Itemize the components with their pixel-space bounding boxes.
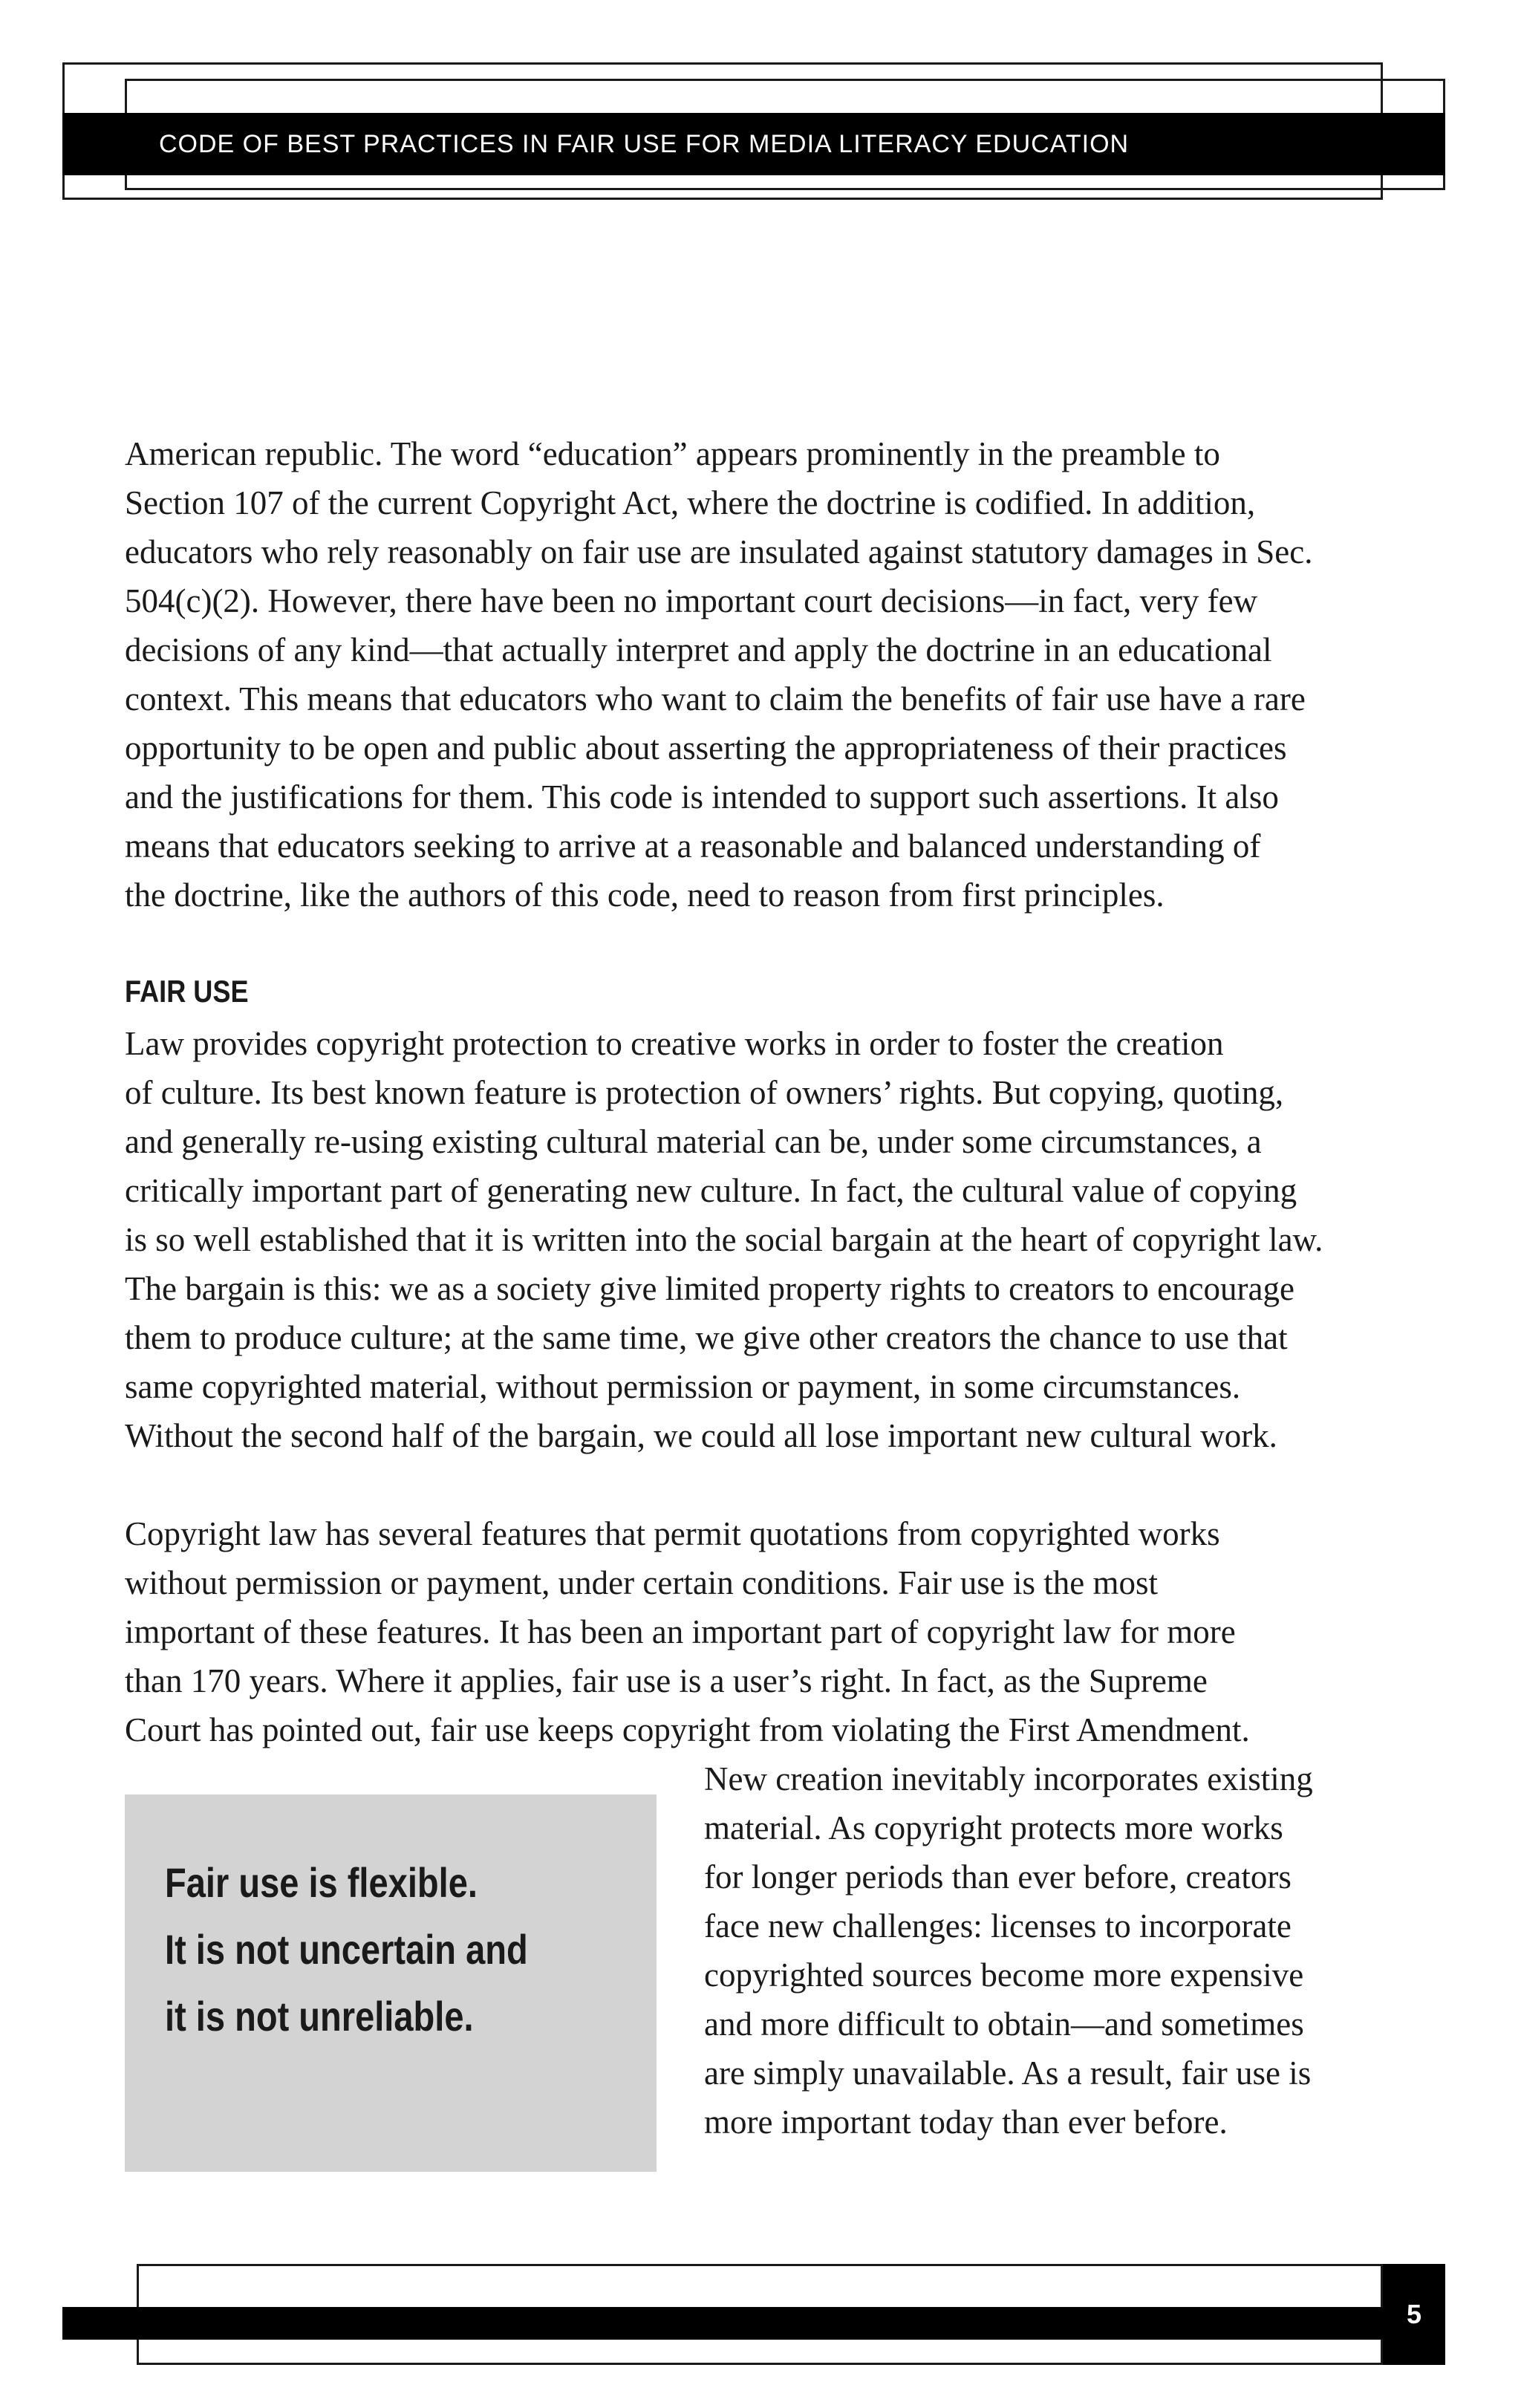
text-line: American republic. The word “education” appears prominently in the preamble to [125,435,1220,472]
text-line: face new challenges: licenses to incorporate [704,1907,1292,1945]
pull-quote-line: it is not unreliable. [165,1993,474,2040]
text-line: and the justifications for them. This code is intended to support such assertions. It also [125,778,1279,816]
pull-quote-text [165,1849,602,2050]
text-line: are simply unavailable. As a result, fair use is [704,2054,1312,2092]
text-line: same copyrighted material, without permission or payment, in some circumstances. [125,1368,1241,1405]
section-heading-fair-use: FAIR USE [125,974,249,1009]
pull-quote-line: Fair use is flexible. [165,1859,478,1906]
body-paragraph-1 [125,429,1402,920]
text-line: 504(c)(2). However, there have been no important court decisions—in fact, very few [125,582,1258,619]
text-line: important of these features. It has been an important part of copyright law for more [125,1613,1236,1650]
text-line: educators who rely reasonably on fair use are insulated against statutory damages in Sec. [125,533,1313,570]
text-line: more important today than ever before. [704,2103,1228,2141]
text-line: New creation inevitably incorporates existing [704,1760,1313,1797]
body-paragraph-2 [125,1019,1402,1460]
body-paragraph-3 [125,1509,1402,1754]
running-header-title: CODE OF BEST PRACTICES IN FAIR USE FOR MEDIA LITERACY EDUCATION [159,130,1130,158]
text-line: Without the second half of the bargain, we could all lose important new cultural work. [125,1417,1277,1454]
text-line: them to produce culture; at the same time, we give other creators the chance to use that [125,1319,1288,1356]
text-line: Court has pointed out, fair use keeps copyright from violating the First Amendment. [125,1711,1250,1748]
text-line: decisions of any kind—that actually interpret and apply the doctrine in an educational [125,631,1272,668]
text-line: means that educators seeking to arrive at a reasonable and balanced understanding of [125,827,1261,865]
text-line: and generally re-using existing cultural material can be, under some circumstances, a [125,1123,1262,1160]
text-line: copyrighted sources become more expensive [704,1956,1304,1994]
text-line: of culture. Its best known feature is protection of owners’ rights. But copying, quoting, [125,1074,1284,1111]
text-line: critically important part of generating new culture. In fact, the cultural value of copying [125,1172,1297,1209]
footer-bar [62,2307,1383,2340]
text-line: and more difficult to obtain—and sometimes [704,2005,1304,2043]
text-line: material. As copyright protects more works [704,1809,1283,1846]
text-line: Copyright law has several features that permit quotations from copyrighted works [125,1515,1220,1552]
text-line: for longer periods than ever before, creators [704,1858,1292,1896]
text-line: than 170 years. Where it applies, fair use is a user’s right. In fact, as the Supreme [125,1662,1208,1699]
text-line: opportunity to be open and public about asserting the appropriateness of their practices [125,729,1287,767]
text-line: context. This means that educators who want to claim the benefits of fair use have a rare [125,680,1306,717]
text-line: Law provides copyright protection to creative works in order to foster the creation [125,1025,1224,1062]
page-number: 5 [1406,2299,1422,2329]
text-line: the doctrine, like the authors of this code, need to reason from first principles. [125,876,1165,914]
text-line: is so well established that it is written into the social bargain at the heart of copyright law. [125,1221,1323,1258]
text-line: without permission or payment, under certain conditions. Fair use is the most [125,1564,1159,1601]
pull-quote-line: It is not uncertain and [165,1926,528,1973]
text-line: The bargain is this: we as a society give limited property rights to creators to encourage [125,1270,1294,1307]
text-line: Section 107 of the current Copyright Act, where the doctrine is codified. In addition, [125,484,1256,521]
body-paragraph-4 [704,1754,1402,2147]
